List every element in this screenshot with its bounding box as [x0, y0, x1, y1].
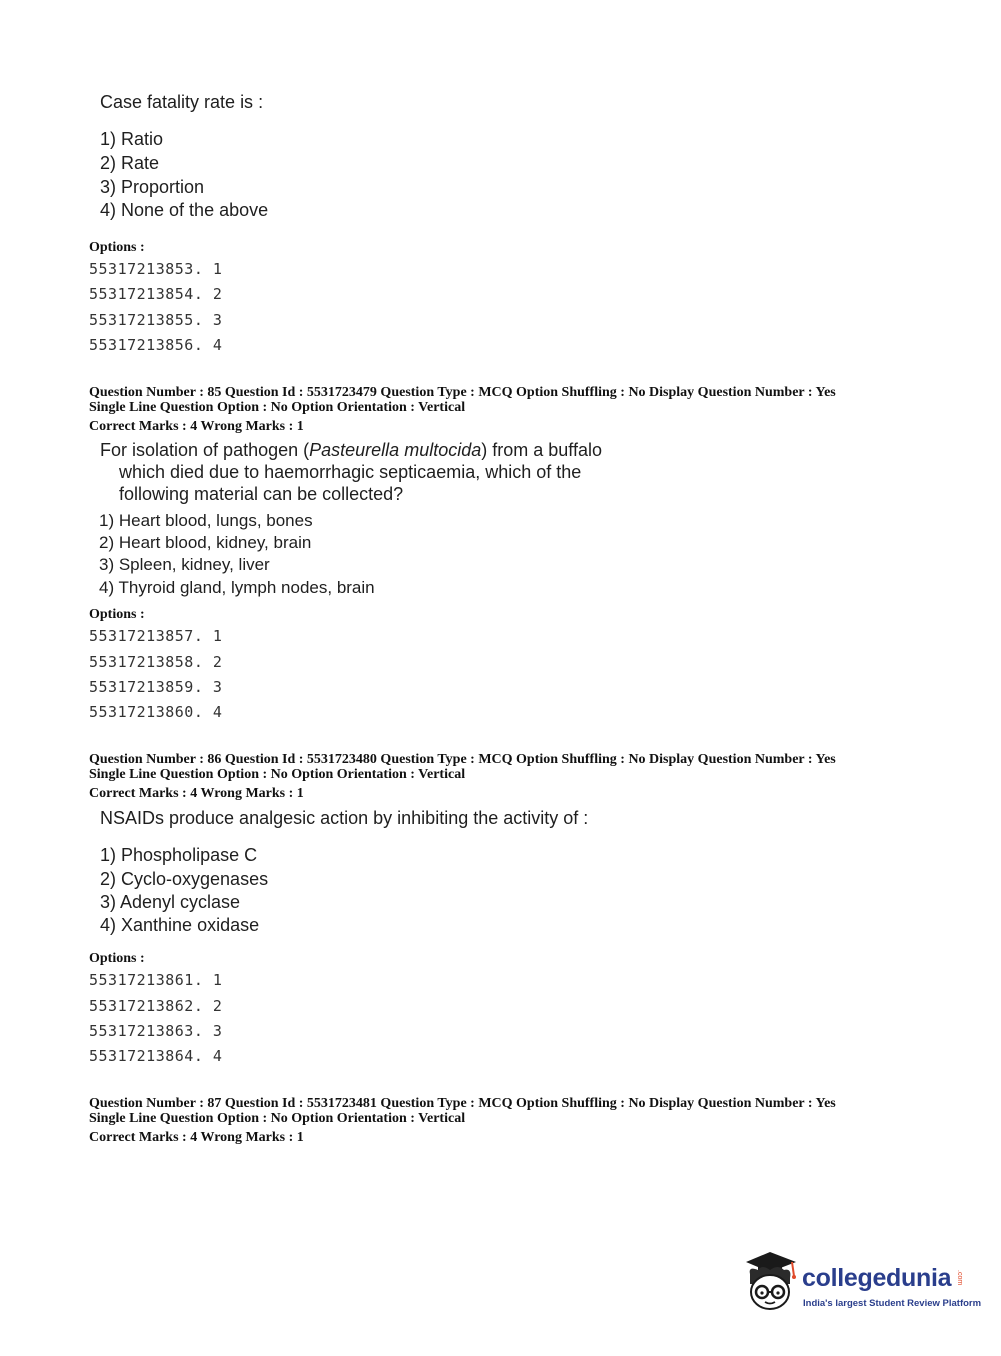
option-id-4: 55317213864. 4 [89, 1047, 223, 1065]
choice-2: 2) Heart blood, kidney, brain [99, 533, 312, 552]
option-id-3: 55317213863. 3 [89, 1022, 223, 1040]
option-id-2: 55317213858. 2 [89, 653, 223, 671]
choice-1: 1) Ratio [100, 129, 164, 149]
collegedunia-logo [740, 1248, 982, 1318]
question-meta-line2: Single Line Question Option : No Option Orientation : Vertical [89, 767, 466, 782]
choice-4: 4) Thyroid gland, lymph nodes, brain [99, 578, 375, 597]
options-label: Options : [89, 240, 145, 255]
choice-3: 3) Adenyl cyclase [100, 892, 241, 912]
question-marks: Correct Marks : 4 Wrong Marks : 1 [89, 419, 304, 434]
choice-1: 1) Heart blood, lungs, bones [99, 511, 313, 530]
question-text-line2: which died due to haemorrhagic septicaemia, which of the [119, 462, 582, 482]
option-id-2: 55317213862. 2 [89, 997, 223, 1015]
option-id-4: 55317213860. 4 [89, 703, 223, 721]
mascot-icon [740, 1248, 802, 1316]
option-id-1: 55317213861. 1 [89, 971, 223, 989]
choice-3: 3) Proportion [100, 177, 205, 197]
choice-4: 4) Xanthine oxidase [100, 915, 260, 935]
options-label: Options : [89, 951, 145, 966]
choice-4: 4) None of the above [100, 200, 269, 220]
question-marks: Correct Marks : 4 Wrong Marks : 1 [89, 1130, 304, 1145]
choice-2: 2) Rate [100, 153, 160, 173]
option-id-3: 55317213855. 3 [89, 311, 223, 329]
choice-1: 1) Phospholipase C [100, 845, 258, 865]
option-id-1: 55317213853. 1 [89, 260, 223, 278]
question-meta-line2: Single Line Question Option : No Option Orientation : Vertical [89, 400, 466, 415]
option-id-3: 55317213859. 3 [89, 678, 223, 696]
option-id-1: 55317213857. 1 [89, 627, 223, 645]
question-text-line3: following material can be collected? [119, 484, 404, 504]
pathogen-name: Pasteurella multocida [309, 440, 482, 460]
brand-name: collegedunia [802, 1264, 952, 1292]
choice-2: 2) Cyclo-oxygenases [100, 869, 269, 889]
brand-tagline: India's largest Student Review Platform [803, 1298, 982, 1309]
question-meta: Question Number : 87 Question Id : 5531723481 Question Type : MCQ Option Shuffling : No Display Question Number : Yes [89, 1096, 836, 1111]
question-meta: Question Number : 85 Question Id : 5531723479 Question Type : MCQ Option Shuffling : No Display Question Number : Yes [89, 385, 836, 400]
brand-suffix: .com [956, 1270, 963, 1286]
question-text [100, 439, 602, 461]
question-text: NSAIDs produce analgesic action by inhibiting the activity of : [100, 808, 589, 828]
option-id-2: 55317213854. 2 [89, 285, 223, 303]
question-text: Case fatality rate is : [100, 92, 264, 112]
question-marks: Correct Marks : 4 Wrong Marks : 1 [89, 786, 304, 801]
choice-3: 3) Spleen, kidney, liver [99, 555, 270, 574]
question-text-pre: For isolation of pathogen ( [100, 440, 310, 460]
question-meta: Question Number : 86 Question Id : 5531723480 Question Type : MCQ Option Shuffling : No Display Question Number : Yes [89, 752, 836, 767]
question-meta-line2: Single Line Question Option : No Option Orientation : Vertical [89, 1111, 466, 1126]
option-id-4: 55317213856. 4 [89, 336, 223, 354]
options-label: Options : [89, 607, 145, 622]
question-text-post: ) from a buffalo [481, 440, 602, 460]
